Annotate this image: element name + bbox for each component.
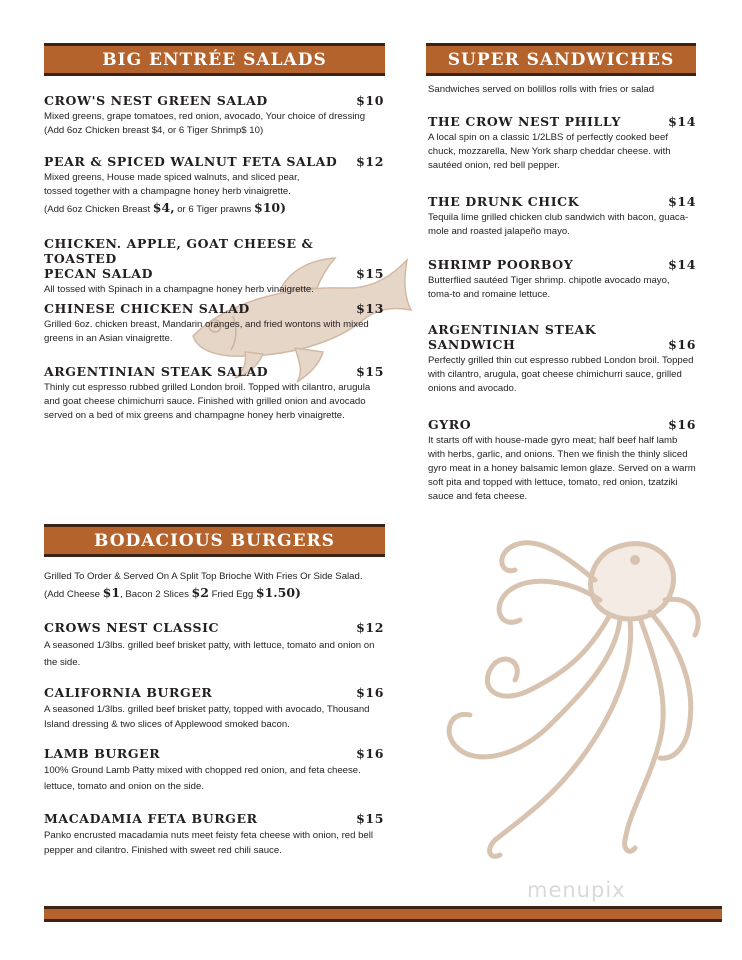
item-desc: Thinly cut espresso rubbed grilled London broil. Topped with cilantro, arugula and goat cheese chimichurri sauce. Finished with grilled onion and avocado served on a bed of mix greens and champagne honey herb vinaigrette. <box>44 382 371 421</box>
item-name: CHINESE CHICKEN SALAD <box>44 301 250 316</box>
sandwich-item <box>428 257 696 302</box>
item-name: CHICKEN. APPLE, GOAT CHEESE & TOASTED <box>44 236 314 266</box>
sandwiches-banner <box>426 43 696 76</box>
sandwich-item <box>428 114 696 173</box>
item-name: PEAR & SPICED WALNUT FETA SALAD <box>44 154 338 169</box>
item-price: $12 <box>356 154 384 169</box>
sandwiches-title: SUPER SANDWICHES <box>447 49 675 70</box>
addon-text: (Add Cheese <box>44 589 103 600</box>
item-price: $12 <box>356 620 384 635</box>
item-desc-line2: tossed together with a champagne honey herb vinaigrette. <box>44 186 291 197</box>
salads-title: BIG ENTRÉE SALADS <box>102 49 327 70</box>
item-name: ARGENTINIAN STEAK <box>428 322 597 337</box>
addon-text: , Bacon 2 Slices <box>120 589 192 600</box>
item-desc: Grilled 6oz. chicken breast, Mandarin oranges, and fried wontons with mixed greens in an Asian vinaigrette. <box>44 319 369 344</box>
item-desc: Perfectly grilled thin cut espresso rubbed London broil. Topped with cilantro, arugula, goat cheese chimichurri sauce, grilled onions and avocado. <box>428 355 694 394</box>
sandwiches-note: Sandwiches served on bolillos rolls with fries or salad <box>428 84 655 95</box>
item-desc: 100% Ground Lamb Patty mixed with chopped red onion, and feta cheese. lettuce, tomato and onion on the side. <box>44 765 361 792</box>
salads-banner <box>44 43 385 76</box>
salad-item <box>44 364 384 423</box>
item-name: MACADAMIA FETA BURGER <box>44 811 258 826</box>
item-desc: A local spin on a classic 1/2LBS of perfectly cooked beef chuck, mozzarella, New York sharp cheddar cheese. with sautéed onion, red bell pepper. <box>428 132 671 171</box>
item-desc: Panko encrusted macadamia nuts meet feisty feta cheese with onion, red bell pepper and cilantro. Finished with sweet red chili sauce. <box>44 830 374 856</box>
item-name: CALIFORNIA BURGER <box>44 685 213 700</box>
item-price: $15 <box>356 266 384 281</box>
addon-price: $1 <box>102 585 121 600</box>
item-name: SHRIMP POORBOY <box>428 257 574 272</box>
addon-price: $2 <box>191 585 209 600</box>
item-desc: Mixed greens, grape tomatoes, red onion, avocado, Your choice of dressing <box>44 111 366 122</box>
addon-price: $10) <box>254 200 287 215</box>
item-price: $15 <box>356 364 384 379</box>
item-desc: Butterflied sautéed Tiger shrimp. chipotle avocado mayo, toma-to and romaine lettuce. <box>428 275 670 300</box>
item-name: ARGENTINIAN STEAK SALAD <box>44 364 269 379</box>
item-price: $16 <box>668 337 696 352</box>
burgers-banner <box>44 524 385 557</box>
burgers-note-text: Grilled To Order & Served On A Split Top Brioche With Fries Or Side Salad. <box>44 571 363 582</box>
burgers-addon <box>44 585 384 603</box>
octopus-illustration <box>420 520 710 865</box>
addon-price: $4, <box>152 200 175 215</box>
burger-item <box>44 811 384 858</box>
item-price: $15 <box>356 811 384 826</box>
footer-bar <box>44 906 722 922</box>
burger-item <box>44 746 384 795</box>
item-name: CROW'S NEST GREEN SALAD <box>44 93 268 108</box>
addon-text: (Add 6oz Chicken Breast <box>44 204 153 215</box>
item-desc: Mixed greens, House made spiced walnuts, and sliced pear, <box>44 172 300 183</box>
item-desc: Tequila lime grilled chicken club sandwich with bacon, guaca-mole and roasted jalapeño mayo. <box>428 212 689 237</box>
item-addon: (Add 6oz Chicken breast $4, or 6 Tiger Shrimp$ 10) <box>44 125 264 136</box>
item-desc: A seasoned 1/3lbs. grilled beef brisket patty, with lettuce, tomato and onion on the side. <box>44 640 375 668</box>
item-addon <box>44 201 384 217</box>
item-name-line2: SANDWICH <box>428 337 516 352</box>
burger-item <box>44 620 384 671</box>
sandwich-item <box>428 194 696 239</box>
salad-item <box>44 154 384 217</box>
item-price: $14 <box>668 114 696 129</box>
item-name-line2: PECAN SALAD <box>44 266 154 281</box>
item-price: $14 <box>668 194 696 209</box>
item-price: $16 <box>356 746 384 761</box>
salad-item <box>44 93 384 138</box>
item-price: $16 <box>356 685 384 700</box>
burgers-note <box>44 569 384 603</box>
salad-item <box>44 301 384 346</box>
item-price: $10 <box>356 93 384 108</box>
item-name: THE CROW NEST PHILLY <box>428 114 621 129</box>
item-price: $16 <box>668 417 696 432</box>
item-price: $13 <box>356 301 384 316</box>
sandwich-item <box>428 322 696 396</box>
item-price: $14 <box>668 257 696 272</box>
burger-item <box>44 685 384 732</box>
item-desc: It starts off with house-made gyro meat; half beef half lamb with herbs, garlic, and onions. Then we finish the thinly sliced gyro meat in a honey balsamic lemon glaze. Served on a warm soft pita and topped with lettuce, tomato, red onion, tzatziki sauce and feta cheese. <box>428 435 696 502</box>
item-name: CROWS NEST CLASSIC <box>44 620 220 635</box>
item-name: LAMB BURGER <box>44 746 161 761</box>
sandwich-item <box>428 417 696 504</box>
addon-text: Fried Egg <box>208 589 256 600</box>
watermark: menupix <box>527 878 626 902</box>
salad-item <box>44 236 384 297</box>
item-name: GYRO <box>428 417 472 432</box>
addon-price: $1.50) <box>255 585 301 600</box>
item-name: THE DRUNK CHICK <box>428 194 580 209</box>
item-desc: A seasoned 1/3lbs. grilled beef brisket patty, topped with avocado, Thousand Island dressing & two slices of Applewood smoked bacon. <box>44 704 370 730</box>
item-desc: All tossed with Spinach in a champagne honey herb vinaigrette. <box>44 284 314 295</box>
addon-text: or 6 Tiger prawns <box>174 204 254 215</box>
burgers-title: BODACIOUS BURGERS <box>94 530 335 551</box>
